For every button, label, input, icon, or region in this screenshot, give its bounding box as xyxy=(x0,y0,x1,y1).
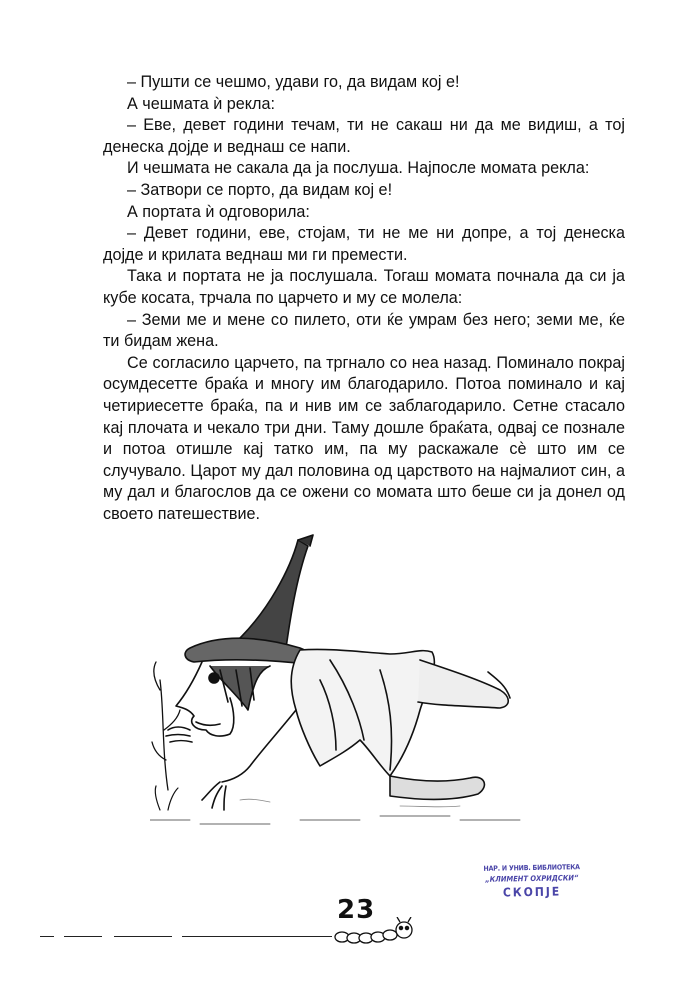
library-stamp xyxy=(480,863,585,911)
footer-rule xyxy=(64,936,102,937)
paragraph: И чешмата не сакала да ја послуша. Најпосле момата рекла: xyxy=(127,159,590,178)
paragraph: – Затвори се порто, да видам кој е! xyxy=(127,180,393,199)
paragraph: А чешмата ѝ рекла: xyxy=(127,94,275,113)
stamp-line: „КЛИМЕНТ ОХРИДСКИ“ xyxy=(485,873,579,884)
paragraph: Така и портата не ја послушала. Тогаш момата почнала да си ја кубе косата, трчала по царчето и му се молела: xyxy=(103,267,625,307)
witch-crawling-icon xyxy=(150,530,530,840)
paragraph: Се согласило царчето, па тргнало со неа назад. Поминало покрај осумдесетте браќа и многу им благодарило. Потоа поминало и кај четириесетте браќа, па и нив им се заблагодарило. Сетне стасало кај плочата и чекало три дни. Таму дошле браќата, одвај се познале и потоа отишле кај татко им, па му раскажале сѐ што им се случувало. Царот му дал половина од царството на најмалиот син, а му дал и благослов да се ожени со момата што беше си ја донел од своето патешествие. xyxy=(103,353,625,523)
caterpillar-icon xyxy=(334,917,416,945)
paragraph: А портата ѝ одговорила: xyxy=(127,202,310,221)
story-text xyxy=(103,72,625,525)
paragraph: – Девет години, еве, стојам, ти не ме ни допре, а тој денеска дојде и крилата веднаш ми ги премести. xyxy=(103,224,625,264)
paragraph: – Пушти се чешмо, удави го, да видам кој е! xyxy=(127,73,460,91)
paragraph: – Земи ме и мене со пилето, оти ќе умрам без него; земи ме, ќе ти бидам жена. xyxy=(103,310,625,351)
stamp-line: НАР. И УНИВ. БИБЛИОТЕКА xyxy=(483,863,580,873)
footer-rule xyxy=(182,936,332,937)
page-footer xyxy=(40,895,420,945)
footer-rule xyxy=(114,936,172,937)
page-number: 23 xyxy=(337,895,376,925)
paragraph: – Еве, девет години течам, ти не сакаш ни да ме видиш, а тој денеска дојде и веднаш се напи. xyxy=(103,116,625,156)
stamp-line: СКОПЈЕ xyxy=(502,884,562,900)
footer-rule xyxy=(40,936,54,937)
